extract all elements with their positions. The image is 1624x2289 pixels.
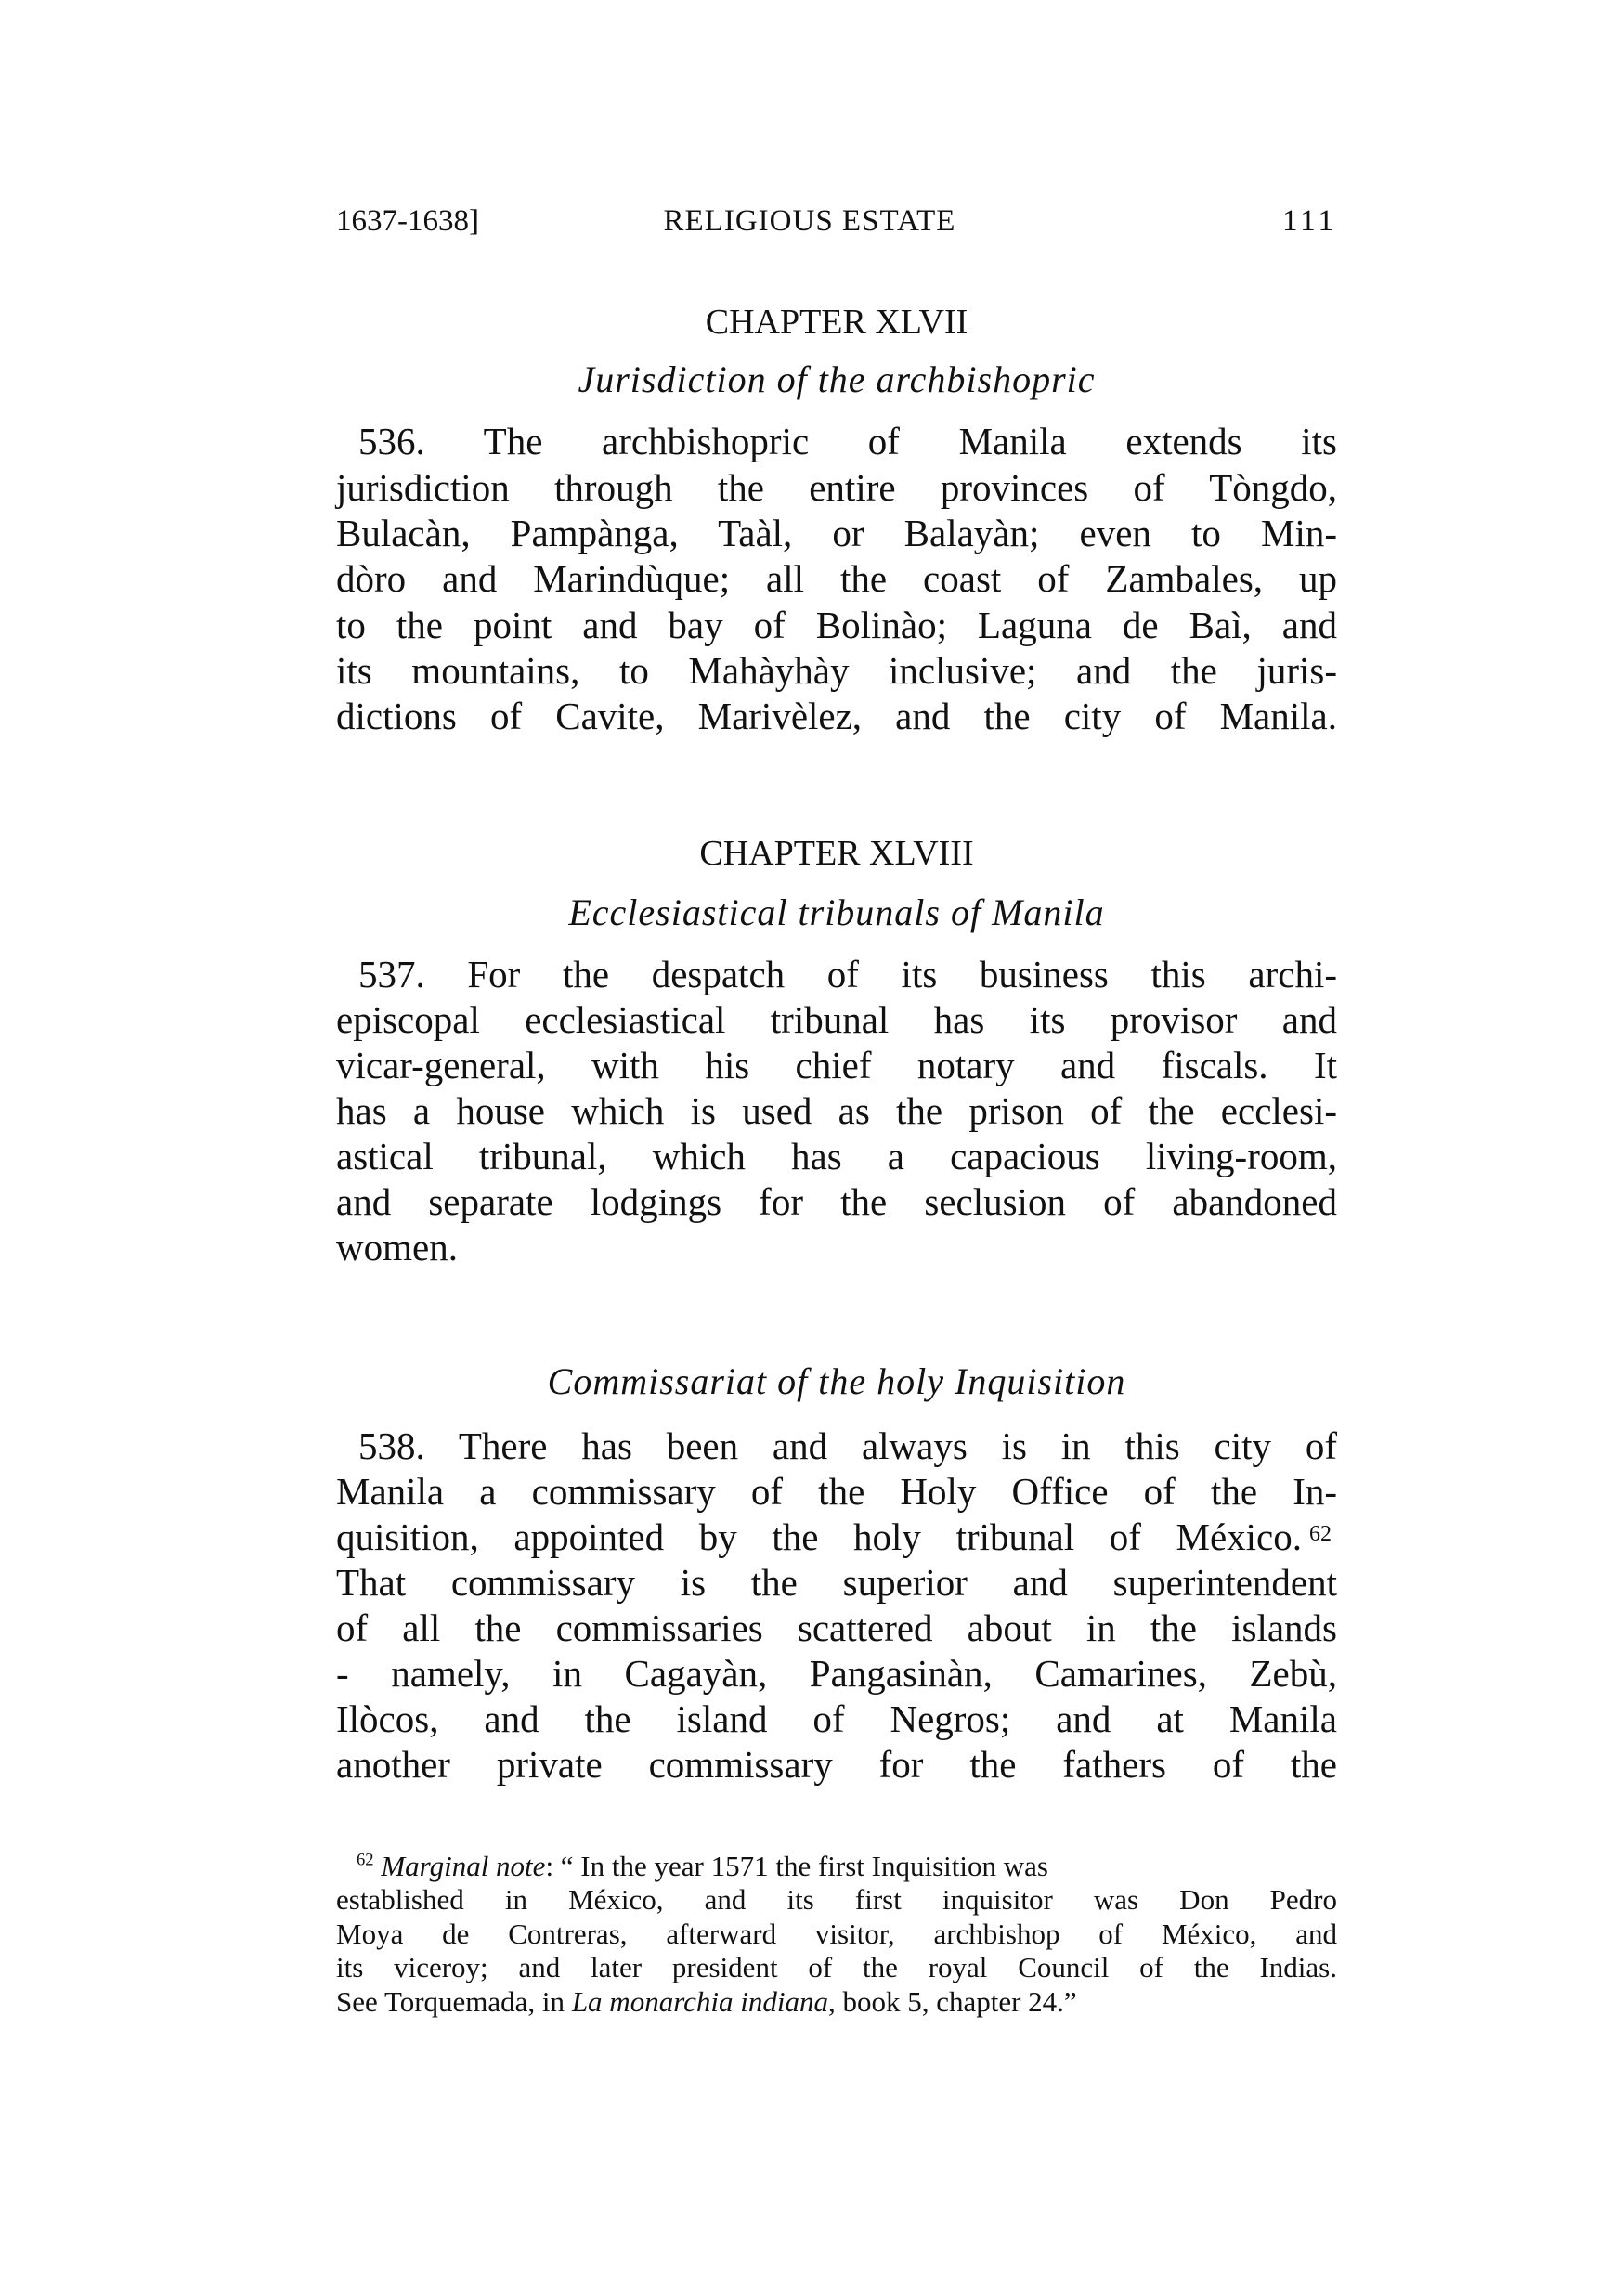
footnote-reference: 62 [1309, 1522, 1332, 1546]
paragraph-line: Ilòcos, and the island of Negros; and at Manila [336, 1697, 1337, 1740]
chapter-heading: CHAPTER XLVII [705, 303, 968, 342]
paragraph-line [336, 1514, 1302, 1560]
paragraph-line: of all the commissaries scattered about in the islands [336, 1606, 1337, 1649]
paragraph-line: astical tribunal, which has a capacious living-room, [336, 1135, 1337, 1177]
footnote-number: 62 [357, 1850, 374, 1870]
paragraph-line: to the point and bay of Bolinào; Laguna de Baì, and [336, 604, 1337, 646]
paragraph-line: vicar-general, with his chief notary and fiscals. It [336, 1044, 1337, 1086]
paragraph-line: Manila a commissary of the Holy Office of the In- [336, 1470, 1337, 1513]
footnote-text: , book 5, chapter 24.” [827, 1985, 1077, 2018]
paragraph-line: - namely, in Cagayàn, Pangasinàn, Camarines, Zebù, [336, 1652, 1337, 1695]
paragraph-line: another private commissary for the fathers of the [336, 1743, 1337, 1786]
paragraph-line: women. [336, 1226, 458, 1268]
paragraph-line: episcopal ecclesiastical tribunal has its provisor and [336, 998, 1337, 1041]
paragraph-line: dòro and Marindùque; all the coast of Zambales, up [336, 557, 1337, 600]
page-number: 111 [1281, 204, 1337, 238]
footnote-line: established in México, and its first inquisitor was Don Pedro [336, 1883, 1337, 1916]
paragraph-line: and separate lodgings for the seclusion of abandoned [336, 1180, 1337, 1223]
footnote-text: : “ In the year 1571 the first Inquisition was [545, 1850, 1048, 1882]
paragraph-line: jurisdiction through the entire provinces of Tòngdo, [336, 466, 1337, 509]
chapter-heading: CHAPTER XLVIII [699, 834, 974, 873]
paragraph-line: dictions of Cavite, Marivèlez, and the city of Manila. [336, 695, 1337, 737]
footnote-line: Moya de Contreras, afterward visitor, archbishop of México, and [336, 1918, 1337, 1950]
running-head-title: RELIGIOUS ESTATE [663, 204, 956, 238]
paragraph-line: 537. For the despatch of its business this archi- [358, 953, 1337, 995]
running-head-years: 1637-1638] [336, 204, 479, 238]
footnote-line: its viceroy; and later president of the royal Council of the Indias. [336, 1951, 1337, 1983]
footnote-text: See Torquemada, in [336, 1985, 572, 2018]
book-title: La monarchia indiana [571, 1985, 828, 2018]
paragraph-line: its mountains, to Mahàyhày inclusive; and the juris- [336, 649, 1337, 692]
paragraph-line: That commissary is the superior and superintendent [336, 1561, 1337, 1604]
line-text: quisition, appointed by the holy tribunal of México. [336, 1515, 1302, 1558]
section-subtitle: Commissariat of the holy Inquisition [547, 1360, 1126, 1402]
footnote-line [357, 1850, 1337, 1883]
paragraph-line: has a house which is used as the prison of the ecclesi- [336, 1089, 1337, 1132]
chapter-subtitle: Jurisdiction of the archbishopric [578, 358, 1096, 400]
paragraph-line: 538. There has been and always is in this city of [358, 1424, 1337, 1467]
paragraph-line: Bulacàn, Pampànga, Taàl, or Balayàn; even to Min- [336, 512, 1337, 554]
paragraph-line: 536. The archbishopric of Manila extends its [358, 420, 1337, 462]
footnote-line [336, 1985, 1337, 2019]
footnote-label: Marginal note [381, 1850, 546, 1882]
chapter-subtitle: Ecclesiastical tribunals of Manila [568, 891, 1105, 933]
